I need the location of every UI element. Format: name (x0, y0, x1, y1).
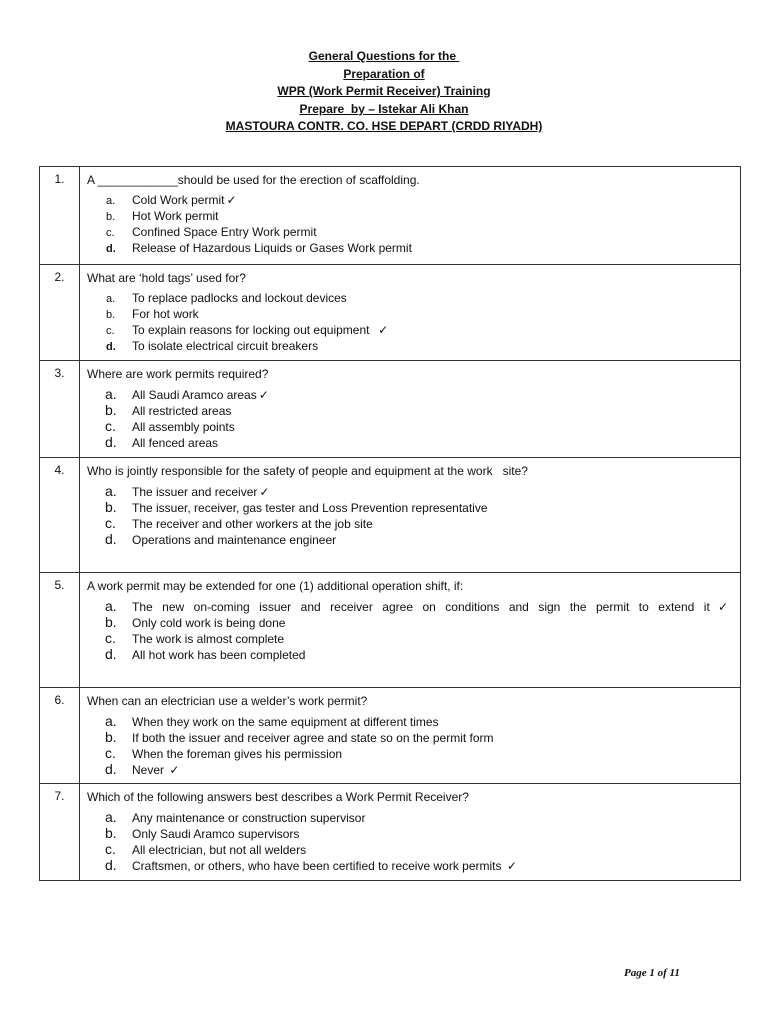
option-letter: a. (106, 293, 116, 305)
header-line-3: WPR (Work Permit Receiver) Training (277, 84, 491, 98)
option-text-wrap (132, 516, 734, 532)
option-text-wrap (132, 338, 734, 354)
header-line-4: Prepare by – Istekar Ali Khan (299, 101, 469, 116)
option-letter: c. (105, 841, 116, 857)
option-text-wrap (132, 306, 734, 322)
header-line-2: Preparation of (343, 66, 425, 81)
option-letter: c. (105, 515, 116, 531)
option-text: The work is almost complete (132, 632, 285, 646)
option-text-wrap (132, 714, 734, 730)
option-text-wrap (132, 290, 734, 306)
question-row (40, 784, 741, 881)
option-letter: a. (105, 386, 117, 402)
option-text: The issuer and receiver (132, 485, 258, 499)
document-header (0, 48, 768, 136)
options-list (87, 290, 734, 354)
header-title-part: General Questions (308, 49, 416, 63)
question-row (40, 167, 741, 265)
options-list (87, 386, 734, 450)
question-text: Who is jointly responsible for the safety of people and equipment at the work site? (87, 464, 528, 478)
question-number: 3. (40, 361, 80, 458)
option-text: Any maintenance or construction supervisor (132, 811, 366, 825)
option-text: All electrician, but not all welders (132, 843, 307, 857)
option-text-wrap (132, 615, 734, 631)
answer-option (87, 598, 734, 614)
answer-option (87, 825, 734, 841)
option-text: Craftsmen, or others, who have been certified to receive work permits (132, 859, 505, 873)
question-body (80, 361, 741, 458)
option-text-wrap (132, 730, 734, 746)
answer-option (87, 240, 734, 256)
header-line-5: MASTOURA CONTR. CO. HSE DEPART (CRDD RIYADH) (225, 119, 543, 133)
option-letter: c. (105, 745, 116, 761)
answer-option (87, 386, 734, 402)
option-text-wrap (132, 599, 734, 615)
check-mark-icon: ✓ (169, 763, 180, 777)
option-text: When the foreman gives his permission (132, 747, 343, 761)
check-mark-icon: ✓ (711, 600, 728, 614)
answer-option (87, 515, 734, 531)
option-text: When they work on the same equipment at different times (132, 715, 439, 729)
answer-option (87, 646, 734, 662)
answer-option (87, 729, 734, 745)
question-number: 5. (40, 573, 80, 688)
option-letter: a. (105, 713, 117, 729)
header-title-part: for the (415, 49, 460, 63)
option-text: The issuer, receiver, gas tester and Loss Prevention representative (132, 501, 488, 515)
option-letter: d. (105, 761, 117, 777)
option-text-wrap (132, 858, 734, 874)
option-letter: d. (105, 531, 117, 547)
option-text: The new on-coming issuer and receiver agree on conditions and sign the permit to extend it (132, 600, 710, 614)
question-body (80, 573, 741, 688)
questions-table (39, 166, 741, 881)
option-letter: b. (105, 402, 117, 418)
question-text: When can an electrician use a welder’s work permit? (87, 694, 368, 708)
option-letter: d. (105, 646, 117, 662)
question-body (80, 265, 741, 361)
answer-option (87, 402, 734, 418)
option-text: To isolate electrical circuit breakers (132, 339, 319, 353)
option-text: Release of Hazardous Liquids or Gases Work permit (132, 241, 412, 255)
option-text-wrap (132, 240, 734, 256)
check-mark-icon: ✓ (506, 859, 517, 873)
question-row (40, 265, 741, 361)
answer-option (87, 322, 734, 338)
question-number: 2. (40, 265, 80, 361)
option-letter: b. (106, 211, 116, 223)
option-letter: a. (105, 483, 117, 499)
check-mark-icon: ✓ (226, 193, 237, 207)
answer-option (87, 761, 734, 777)
answer-option (87, 745, 734, 761)
option-letter: d. (105, 434, 117, 450)
option-letter: c. (105, 418, 116, 434)
option-letter: b. (105, 825, 117, 841)
option-letter: d. (106, 243, 116, 255)
option-letter: b. (105, 499, 117, 515)
option-text: The receiver and other workers at the job site (132, 517, 373, 531)
option-letter: c. (106, 227, 115, 239)
option-text: All fenced areas (132, 436, 219, 450)
page-number: Page 1 of 11 (624, 967, 680, 979)
answer-option (87, 841, 734, 857)
question-text: A ____________should be used for the erection of scaffolding. (87, 173, 420, 187)
option-text: All assembly points (132, 420, 235, 434)
option-text-wrap (132, 532, 734, 548)
answer-option (87, 418, 734, 434)
options-list (87, 598, 734, 662)
option-text: Confined Space Entry Work permit (132, 225, 317, 239)
option-text-wrap (132, 484, 734, 500)
answer-option (87, 499, 734, 515)
question-number: 4. (40, 458, 80, 573)
answer-option (87, 434, 734, 450)
question-row (40, 458, 741, 573)
answer-option (87, 192, 734, 208)
option-text-wrap (132, 192, 734, 208)
option-letter: c. (106, 325, 115, 337)
question-body (80, 688, 741, 784)
question-body (80, 784, 741, 881)
option-text-wrap (132, 224, 734, 240)
answer-option (87, 857, 734, 873)
question-text: Which of the following answers best describes a Work Permit Receiver? (87, 790, 469, 804)
option-letter: b. (105, 614, 117, 630)
option-letter: b. (106, 309, 116, 321)
option-text: Hot Work permit (132, 209, 219, 223)
option-letter: d. (106, 341, 116, 353)
options-list (87, 483, 734, 547)
option-text-wrap (132, 746, 734, 762)
question-number: 7. (40, 784, 80, 881)
check-mark-icon: ✓ (378, 323, 389, 337)
answer-option (87, 809, 734, 825)
option-text: For hot work (132, 307, 199, 321)
option-text: Operations and maintenance engineer (132, 533, 337, 547)
option-text-wrap (132, 403, 734, 419)
option-text-wrap (132, 826, 734, 842)
answer-option (87, 338, 734, 354)
option-text: All hot work has been completed (132, 648, 306, 662)
question-row (40, 573, 741, 688)
answer-option (87, 306, 734, 322)
option-letter: a. (105, 598, 117, 614)
option-text-wrap (132, 762, 734, 778)
answer-option (87, 614, 734, 630)
option-text: If both the issuer and receiver agree and state so on the permit form (132, 731, 494, 745)
options-list (87, 713, 734, 777)
option-text: To replace padlocks and lockout devices (132, 291, 347, 305)
answer-option (87, 290, 734, 306)
answer-option (87, 483, 734, 499)
option-text: To explain reasons for locking out equipment (132, 323, 377, 337)
option-text: Never (132, 763, 168, 777)
answer-option (87, 224, 734, 240)
check-mark-icon: ✓ (259, 485, 270, 499)
option-text-wrap (132, 810, 734, 826)
option-letter: a. (105, 809, 117, 825)
answer-option (87, 208, 734, 224)
option-letter: d. (105, 857, 117, 873)
option-letter: a. (106, 195, 116, 207)
option-text-wrap (132, 419, 734, 435)
option-text-wrap (132, 322, 734, 338)
question-row (40, 361, 741, 458)
options-list (87, 809, 734, 873)
option-text-wrap (132, 208, 734, 224)
option-text-wrap (132, 647, 734, 663)
option-text: All Saudi Aramco areas (132, 388, 257, 402)
question-text: Where are work permits required? (87, 367, 269, 381)
question-body (80, 458, 741, 573)
answer-option (87, 531, 734, 547)
question-number: 6. (40, 688, 80, 784)
question-body (80, 167, 741, 265)
option-letter: c. (105, 630, 116, 646)
answer-option (87, 630, 734, 646)
option-text-wrap (132, 842, 734, 858)
option-text-wrap (132, 435, 734, 451)
question-row (40, 688, 741, 784)
option-text: Cold Work permit (132, 193, 225, 207)
option-text: All restricted areas (132, 404, 232, 418)
option-text-wrap (132, 631, 734, 647)
question-text: A work permit may be extended for one (1) additional operation shift, if: (87, 579, 464, 593)
option-text-wrap (132, 387, 734, 403)
option-letter: b. (105, 729, 117, 745)
check-mark-icon: ✓ (258, 388, 269, 402)
options-list (87, 192, 734, 256)
option-text-wrap (132, 500, 734, 516)
option-text: Only Saudi Aramco supervisors (132, 827, 300, 841)
header-line-1 (0, 48, 768, 66)
answer-option (87, 713, 734, 729)
question-number: 1. (40, 167, 80, 265)
option-text: Only cold work is being done (132, 616, 286, 630)
question-text: What are ‘hold tags’ used for? (87, 271, 246, 285)
